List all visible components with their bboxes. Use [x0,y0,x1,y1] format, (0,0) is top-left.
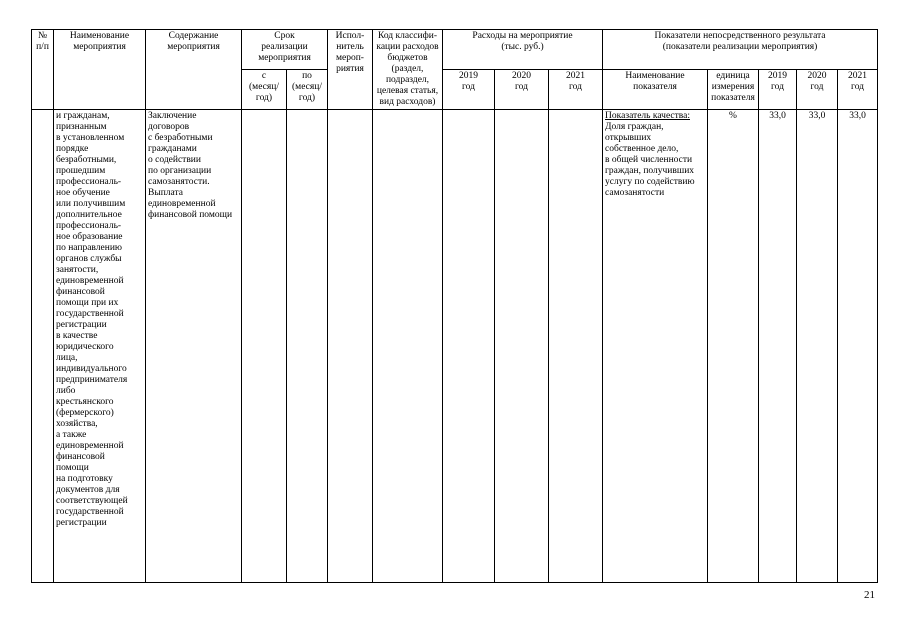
events-table [31,29,878,583]
cell-unit: % [708,110,759,583]
header-unit: единица измерения показателя [708,70,759,110]
header-term-from: с (месяц/ год) [242,70,287,110]
header-no: № п/п [32,30,54,110]
cell-term-to [287,110,328,583]
table-row [32,110,878,583]
header-event-name: Наименование мероприятия [54,30,146,110]
cell-ind-2019: 33,0 [759,110,797,583]
cell-executor [328,110,373,583]
header-indicators: Показатели непосредственного результата (показатели реализации мероприятия) [603,30,878,70]
cell-content: Заключение договоров с безработными гражданами о содействии по организации самозанятости. Выплата единовременной финансовой помощи [146,110,242,583]
header-ind-2021: 2021 год [838,70,878,110]
cell-event-name: и гражданам, признанным в установленном порядке безработными, прошедшим профессиональ- ное обучение или получившим дополнительное профессиональ- ное образование по направлению органов службы занятости, единовременной финансовой помощи при их государственной регистрации в качестве юридического лица, индивидуального предпринимателя либо крестьянского (фермерского) хозяйства, а также единовременной финансовой помощи на подготовку документов для соответствующей государственной регистрации [54,110,146,583]
header-exp-2021: 2021 год [549,70,603,110]
cell-ind-2021: 33,0 [838,110,878,583]
cell-exp-2020 [495,110,549,583]
cell-budget-code [373,110,443,583]
header-content: Содержание мероприятия [146,30,242,110]
header-ind-2020: 2020 год [797,70,838,110]
header-ind-2019: 2019 год [759,70,797,110]
indicator-text: Доля граждан, открывших собственное дело, в общей численности граждан, получивших услугу по содействию самозанятости [605,122,695,198]
cell-exp-2019 [443,110,495,583]
header-indicator-name: Наименование показателя [603,70,708,110]
cell-ind-2020: 33,0 [797,110,838,583]
header-expenses: Расходы на мероприятие (тыс. руб.) [443,30,603,70]
header-term: Срок реализации мероприятия [242,30,328,70]
header-exp-2019: 2019 год [443,70,495,110]
cell-exp-2021 [549,110,603,583]
page-number: 21 [864,589,875,601]
header-executor: Испол- нитель мероп- риятия [328,30,373,110]
cell-indicator-name [603,110,708,583]
cell-term-from [242,110,287,583]
header-budget-code: Код классифи- кации расходов бюджетов (раздел, подраздел, целевая статья, вид расходов) [373,30,443,110]
indicator-quality-label: Показатель качества: [605,111,690,121]
header-exp-2020: 2020 год [495,70,549,110]
cell-no [32,110,54,583]
header-term-to: по (месяц/ год) [287,70,328,110]
